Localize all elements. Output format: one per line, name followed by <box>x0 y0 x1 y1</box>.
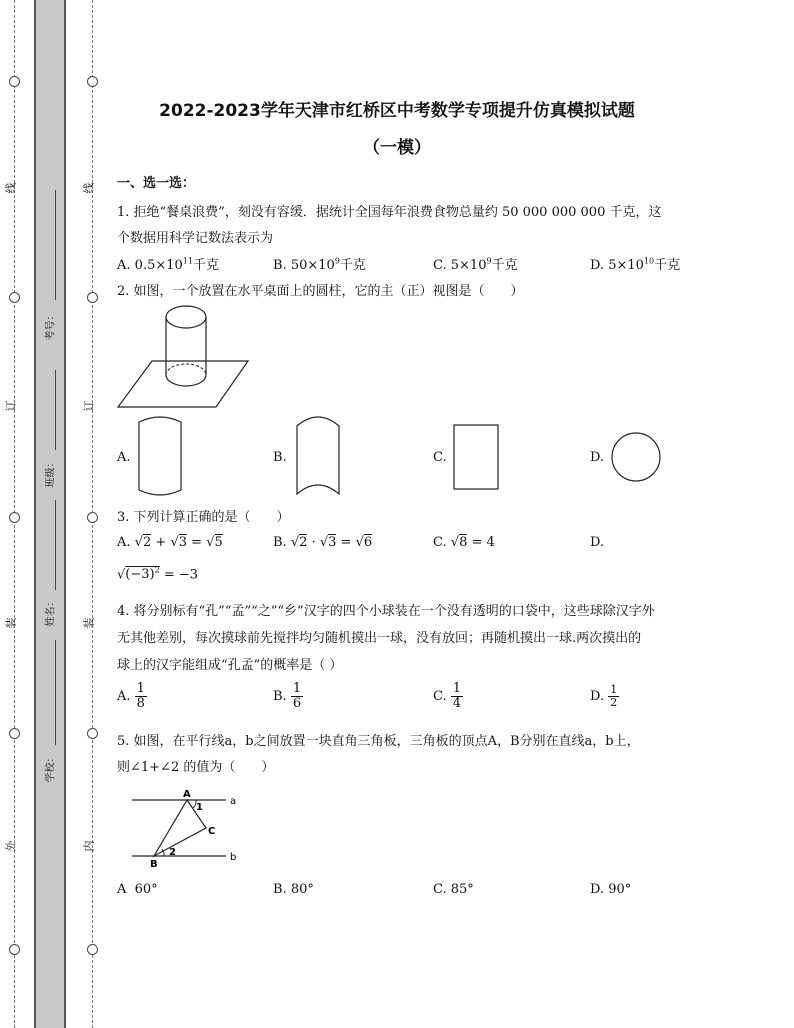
q1-option-c <box>433 254 518 273</box>
q2-text: 2. 如图，一个放置在水平桌面上的圆柱，它的主（正）视图是（ ） <box>117 284 524 299</box>
q4-text: 4. 将分别标有“孔”“孟”“之”“乡”汉字的四个小球装在一个没有透明的口袋中，这些球除汉字外 <box>117 604 655 619</box>
q3-option-d-expr <box>117 566 198 582</box>
option-label: B. <box>273 258 287 273</box>
vertex-c-label: C <box>208 826 216 837</box>
q1-text: 1. 拒绝“餐桌浪费”，刻没有容缓．据统计全国每年浪费食物总量约 50 000 000 000 千克，这 <box>117 205 662 220</box>
sqrt-sign: √ <box>450 535 460 550</box>
q2-option-a-label: A. <box>117 450 131 465</box>
margin-label-inner: 订 <box>82 400 96 412</box>
numerator: 1 <box>452 681 462 696</box>
option-value: 85° <box>450 882 474 897</box>
line-b-label: b <box>230 852 237 863</box>
q2-option-c-figure <box>453 424 499 490</box>
exam-title: 2022-2023学年天津市红桥区中考数学专项提升仿真模拟试题 <box>159 101 635 121</box>
denominator: 8 <box>136 696 145 711</box>
option-label: A. <box>117 535 131 550</box>
option-label: C. <box>433 689 447 704</box>
q5-option-d <box>590 882 631 897</box>
q2-option-d-figure <box>610 431 662 483</box>
option-value: 60° <box>134 882 158 897</box>
option-unit: 千克 <box>491 258 518 273</box>
table-plane <box>118 361 248 407</box>
equals: = −3 <box>163 567 199 583</box>
numerator: 1 <box>136 681 145 696</box>
q2-option-a-figure <box>135 414 185 498</box>
option-exponent: 9 <box>486 256 492 266</box>
denominator: 2 <box>610 696 618 709</box>
radicand: 2 <box>299 535 308 550</box>
sqrt-sign: √ <box>355 535 364 550</box>
radicand <box>125 566 159 582</box>
line-a-label: a <box>230 796 237 807</box>
angle-1-label: 1 <box>196 802 203 813</box>
binding-hole-mark <box>9 512 20 523</box>
option-label: B. <box>273 689 287 704</box>
denominator: 4 <box>452 696 462 711</box>
option-exponent: 10 <box>643 256 655 266</box>
class-field: 班级： <box>45 457 57 488</box>
option-label: B. <box>273 882 287 897</box>
binding-hole-mark <box>87 512 98 523</box>
radicand: 6 <box>363 535 373 550</box>
cylinder-top <box>166 306 206 328</box>
q5-option-c <box>433 882 474 897</box>
q2-option-d-label: D. <box>590 450 605 465</box>
q4-option-b <box>273 682 303 711</box>
option-label: A <box>117 882 127 897</box>
q3-option-b <box>273 535 372 550</box>
exam-number-field: 考号： <box>45 310 57 341</box>
q5-text: 则∠1+∠2 的值为（ ） <box>117 760 275 775</box>
option-exponent: 9 <box>334 256 340 266</box>
q1-option-d <box>590 254 680 273</box>
option-exponent: 11 <box>182 256 193 266</box>
radicand: 5 <box>214 535 223 550</box>
option-label: C. <box>433 258 447 273</box>
option-mantissa: 50×10 <box>290 258 335 273</box>
q3-option-c <box>433 535 495 550</box>
option-value: 90° <box>608 882 632 897</box>
q5-option-a <box>117 882 158 897</box>
section-heading: 一、选一选： <box>117 176 196 191</box>
option-label: C. <box>433 882 447 897</box>
q4-text: 无其他差别，每次摸球前先搅拌均匀随机摸出一球，没有放回；再随机摸出一球.两次摸出的 <box>117 631 642 646</box>
option-label: D. <box>590 689 605 704</box>
option-label: B. <box>273 535 287 550</box>
q1-text: 个数据用科学记数法表示为 <box>117 231 274 246</box>
margin-label-inner: 线 <box>82 182 96 194</box>
numerator: 1 <box>610 683 618 696</box>
q3-option-a <box>117 535 223 550</box>
sqrt-sign: √ <box>117 567 126 583</box>
angle-2-label: 2 <box>169 847 176 858</box>
radicand: 3 <box>328 535 337 550</box>
radicand: 8 <box>459 535 468 550</box>
binding-hole-mark <box>9 728 20 739</box>
sqrt-sign: √ <box>206 535 215 550</box>
sqrt-sign: √ <box>319 535 329 550</box>
q2-option-b-label: B. <box>273 450 287 465</box>
binding-hole-mark <box>87 728 98 739</box>
q3-text: 3. 下列计算正确的是（ ） <box>117 510 290 525</box>
school-field: 学校： <box>45 752 57 783</box>
fraction <box>135 682 147 711</box>
q1-option-b <box>273 254 366 273</box>
numerator: 1 <box>292 681 302 696</box>
binding-hole-mark <box>87 76 98 87</box>
radicand: 2 <box>142 535 152 550</box>
operator: + <box>155 535 167 550</box>
option-label: D. <box>590 882 605 897</box>
radicand-exponent: 2 <box>154 566 160 575</box>
exam-subtitle: （一模） <box>363 138 431 158</box>
name-field: 姓名： <box>45 596 57 627</box>
margin-label-outer: 订 <box>4 400 18 412</box>
binding-hole-mark <box>87 944 98 955</box>
margin-label-outer: 外 <box>4 840 18 852</box>
equals: = <box>191 535 203 550</box>
q4-option-c <box>433 682 463 711</box>
vertex-b-label: B <box>150 859 158 870</box>
equals: = 4 <box>471 535 495 550</box>
q4-option-a <box>117 682 147 711</box>
option-label: D. <box>590 258 605 273</box>
radicand-base: (−3) <box>125 567 155 583</box>
field-underline <box>55 500 56 590</box>
binding-hole-mark <box>9 76 20 87</box>
field-underline <box>55 370 56 450</box>
parallel-lines-triangle-figure <box>130 786 246 870</box>
q4-option-d <box>590 684 619 709</box>
field-underline <box>55 640 56 745</box>
option-unit: 千克 <box>654 258 681 273</box>
binding-hole-mark <box>9 944 20 955</box>
margin-label-inner: 装 <box>82 617 96 629</box>
denominator: 6 <box>292 696 302 711</box>
cylinder-bottom-front <box>166 375 206 386</box>
operator: · <box>311 535 316 550</box>
option-mantissa: 5×10 <box>608 258 644 273</box>
option-label: C. <box>433 535 447 550</box>
fraction <box>451 682 463 711</box>
binding-hole-mark <box>9 292 20 303</box>
vertex-a-label: A <box>183 789 191 800</box>
margin-label-outer: 线 <box>4 182 18 194</box>
cylinder-bottom-back <box>166 364 206 375</box>
radicand: 3 <box>178 535 188 550</box>
sqrt-sign: √ <box>170 535 179 550</box>
option-label: A. <box>117 689 131 704</box>
q5-option-b <box>273 882 314 897</box>
q4-text: 球上的汉字能组成“孔孟”的概率是（ ） <box>117 658 343 673</box>
margin-label-inner: 内 <box>82 840 96 852</box>
q1-option-a <box>117 254 219 273</box>
option-mantissa: 5×10 <box>450 258 487 273</box>
q5-text: 5. 如图，在平行线a，b之间放置一块直角三角板，三角板的顶点A，B分别在直线a，b上， <box>117 734 640 749</box>
option-value: 80° <box>290 882 314 897</box>
margin-label-outer: 装 <box>4 617 18 629</box>
angle-2-arc <box>162 849 164 856</box>
option-label: A. <box>117 258 131 273</box>
q3-option-d-label: D. <box>590 535 605 550</box>
option-mantissa: 0.5×10 <box>134 258 183 273</box>
binding-hole-mark <box>87 292 98 303</box>
q2-option-b-figure <box>293 414 343 498</box>
option-unit: 千克 <box>192 258 219 273</box>
fraction <box>291 682 303 711</box>
q2-option-c-label: C. <box>433 450 447 465</box>
cylinder-on-table-figure <box>116 303 250 409</box>
fraction <box>608 684 619 709</box>
option-unit: 千克 <box>339 258 366 273</box>
sqrt-sign: √ <box>134 535 143 550</box>
field-underline <box>55 190 56 300</box>
equals: = <box>340 535 352 550</box>
sqrt-sign: √ <box>290 535 300 550</box>
